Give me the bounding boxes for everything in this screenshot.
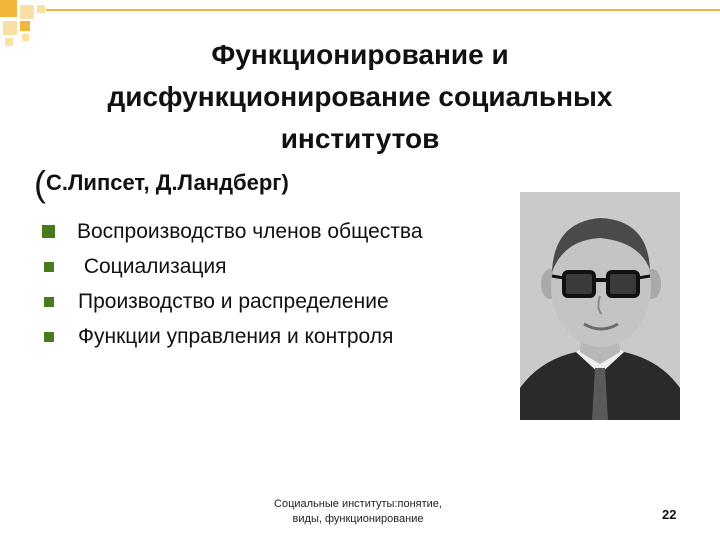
list-item-text: Социализация [78,254,227,278]
list-item [40,284,423,319]
title-line: дисфункционирование социальных [107,81,613,112]
footer-line: Социальные институты:понятие, [274,498,442,510]
page-number: 22 [662,507,677,522]
square-bullet-icon [44,297,54,307]
list-item [40,214,423,249]
slide-footer [258,497,458,527]
list-item-text: Функции управления и контроля [78,324,394,348]
square-bullet-icon [44,262,54,272]
square-bullet-icon [42,225,55,238]
list-item [40,319,423,354]
slide-subtitle [34,163,289,205]
subtitle-paren: ( [34,163,46,204]
bullet-list [40,214,423,354]
list-item-text: Воспроизводство членов общества [77,219,423,243]
list-item [40,249,423,284]
footer-line: виды, функционирование [292,513,424,525]
portrait-photo [520,192,680,420]
list-item-text: Производство и распределение [78,289,389,313]
title-line: институтов [280,123,440,154]
subtitle-authors: С.Липсет, Д.Ландберг) [46,170,289,195]
title-line: Функционирование и [211,39,509,70]
square-bullet-icon [44,332,54,342]
slide-title [40,34,680,160]
